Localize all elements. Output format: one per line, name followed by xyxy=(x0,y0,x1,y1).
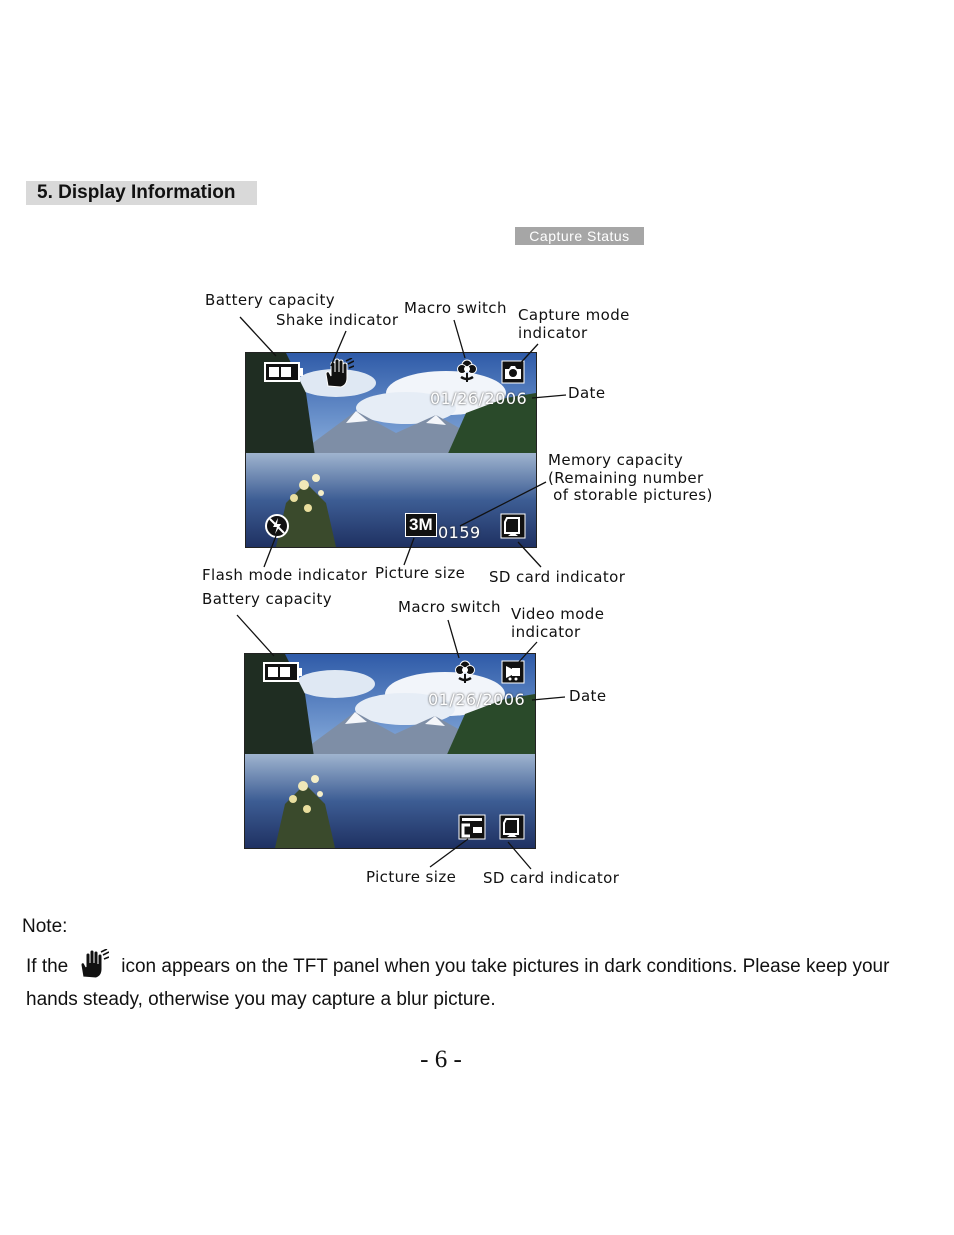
label-sd-card: SD card indicator xyxy=(483,869,620,887)
sd-card-icon xyxy=(499,814,525,840)
capture-screen xyxy=(245,352,537,548)
label-picture-size: Picture size xyxy=(366,868,457,886)
picture-size-badge: 3M xyxy=(405,513,437,537)
note-heading: Note: xyxy=(22,916,68,937)
macro-flower-icon xyxy=(455,660,475,684)
label-memory-capacity: Memory capacity (Remaining number of storable pictures) xyxy=(548,451,713,504)
label-capture-mode: Capture mode indicator xyxy=(518,306,630,342)
label-date: Date xyxy=(569,687,607,705)
overlay-date: 01/26/2006 xyxy=(428,690,526,709)
capture-status-tag: Capture Status xyxy=(515,227,644,245)
macro-flower-icon xyxy=(457,359,477,383)
battery-icon xyxy=(264,361,304,383)
shake-hand-icon xyxy=(322,358,354,388)
page-number: - 6 - xyxy=(420,1046,462,1073)
shake-hand-icon xyxy=(77,949,109,979)
overlay-date: 01/26/2006 xyxy=(430,389,528,408)
label-macro-switch: Macro switch xyxy=(404,299,507,317)
sd-card-icon xyxy=(500,513,526,539)
label-date: Date xyxy=(568,384,606,402)
flash-off-icon xyxy=(264,513,290,539)
note-text xyxy=(26,949,906,1016)
label-shake-indicator: Shake indicator xyxy=(276,311,399,329)
label-sd-card: SD card indicator xyxy=(489,568,626,586)
label-picture-size: Picture size xyxy=(375,564,466,582)
camera-icon xyxy=(501,360,525,384)
section-title: 5. Display Information xyxy=(26,181,257,205)
battery-icon xyxy=(263,661,303,683)
note-text-after: icon appears on the TFT panel when you take pictures in dark conditions. Please keep your hands steady, otherwise you may capture a blur picture. xyxy=(26,956,890,1010)
note-text-before: If the xyxy=(26,956,69,977)
label-video-mode: Video mode indicator xyxy=(511,605,605,641)
label-macro-switch: Macro switch xyxy=(398,598,501,616)
label-battery-capacity: Battery capacity xyxy=(205,291,336,309)
video-camera-icon xyxy=(501,660,525,684)
label-flash-mode: Flash mode indicator xyxy=(202,566,368,584)
video-size-icon xyxy=(458,814,486,840)
remaining-count: 0159 xyxy=(438,523,481,542)
video-screen xyxy=(244,653,536,849)
label-battery-capacity: Battery capacity xyxy=(202,590,333,608)
landscape-photo xyxy=(245,654,535,848)
